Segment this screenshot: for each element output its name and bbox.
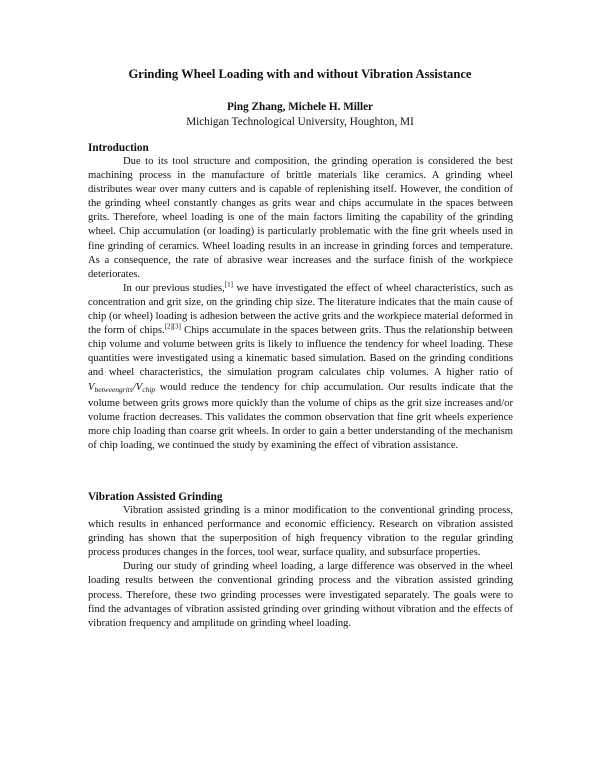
ratio-sub-betweengrits: betweengrits <box>94 384 133 394</box>
authors: Ping Zhang, Michele H. Miller <box>226 101 374 113</box>
citation-2-3: [2][3] <box>164 322 182 331</box>
vibration-paragraph-2: During our study of grinding wheel loading, a large difference was observed in the wheel loading results between the conventional grinding process and the vibration assisted grinding process. Therefore, these two grinding processes were investigated separately. The goals were to find the advantages of vibration assisted grinding over grinding without vibration and the effects of vibration frequency and amplitude on grinding wheel loading. <box>88 561 513 629</box>
p2-text-c: Chips accumulate in the spaces between grits. Thus the relationship between chip volume and volume between grits is likely to influence the tendency for wheel loading. These quantities were investigated using a kinematic based simulation. Based on the grinding conditions and wheel characteristics, the simulation program calculates chip volumes. A higher ratio of <box>88 325 513 379</box>
vibration-heading: Vibration Assisted Grinding <box>88 491 223 503</box>
p2-text-a: In our previous studies, <box>123 282 225 294</box>
introduction-section <box>88 141 513 453</box>
paper-title: Grinding Wheel Loading with and without Vibration Assistance <box>128 67 472 81</box>
p2-text-d: would reduce the tendency for chip accumulation. Our results indicate that the volume between grits grows more quickly than the volume of chips as the grit size increases and/or volume fraction decreases. This validates the common observation that fine grit wheels experience more chip loading than coarse grit wheels. In order to gain a better understanding of the mechanism of chip loading, we continued the study by examining the effect of vibration assistance. <box>88 381 513 451</box>
ratio-sub-chip: chip <box>142 384 156 394</box>
introduction-heading: Introduction <box>88 142 149 154</box>
p2-text-b: we have investigated the effect of wheel characteristics, such as concentration and grit size, on the grinding chip size. The literature indicates that the main cause of chip (or wheel) loading is adhesion between the active grits and the workpiece material deformed in the form of chips. <box>88 282 513 337</box>
volume-ratio <box>88 382 155 393</box>
introduction-paragraph-2 <box>88 282 513 453</box>
ratio-v1: V <box>88 381 95 393</box>
affiliation: Michigan Technological University, Houghton, MI <box>186 116 414 128</box>
introduction-paragraph-1: Due to its tool structure and composition, the grinding operation is considered the best machining process in the manufacture of brittle materials like ceramics. A grinding wheel distributes wear over many cutters and is capable of replenishing itself. However, the condition of the grinding wheel constantly changes as grits wear and chips accumulate in the spaces between grits. Therefore, wheel loading is one of the main factors limiting the capability of the grinding wheel. Chip accumulation (or loading) is particularly problematic with the fine grit wheels used in fine grinding of ceramics. Wheel loading results in an increase in grinding forces and temperature. As a consequence, the rate of abrasive wear increases and the surface finish of the workpiece deteriorates. <box>88 156 513 280</box>
vibration-paragraph-1: Vibration assisted grinding is a minor modification to the conventional grinding process, which results in enhanced performance and economic efficiency. Research on vibration assisted grinding has shown that the superposition of high frequency vibration to the regular grinding process produces changes in the forces, tool wear, surface quality, and subsurface properties. <box>88 505 513 559</box>
vibration-section <box>88 490 513 631</box>
ratio-slash-v: /V <box>132 381 143 393</box>
citation-1: [1] <box>224 280 233 289</box>
